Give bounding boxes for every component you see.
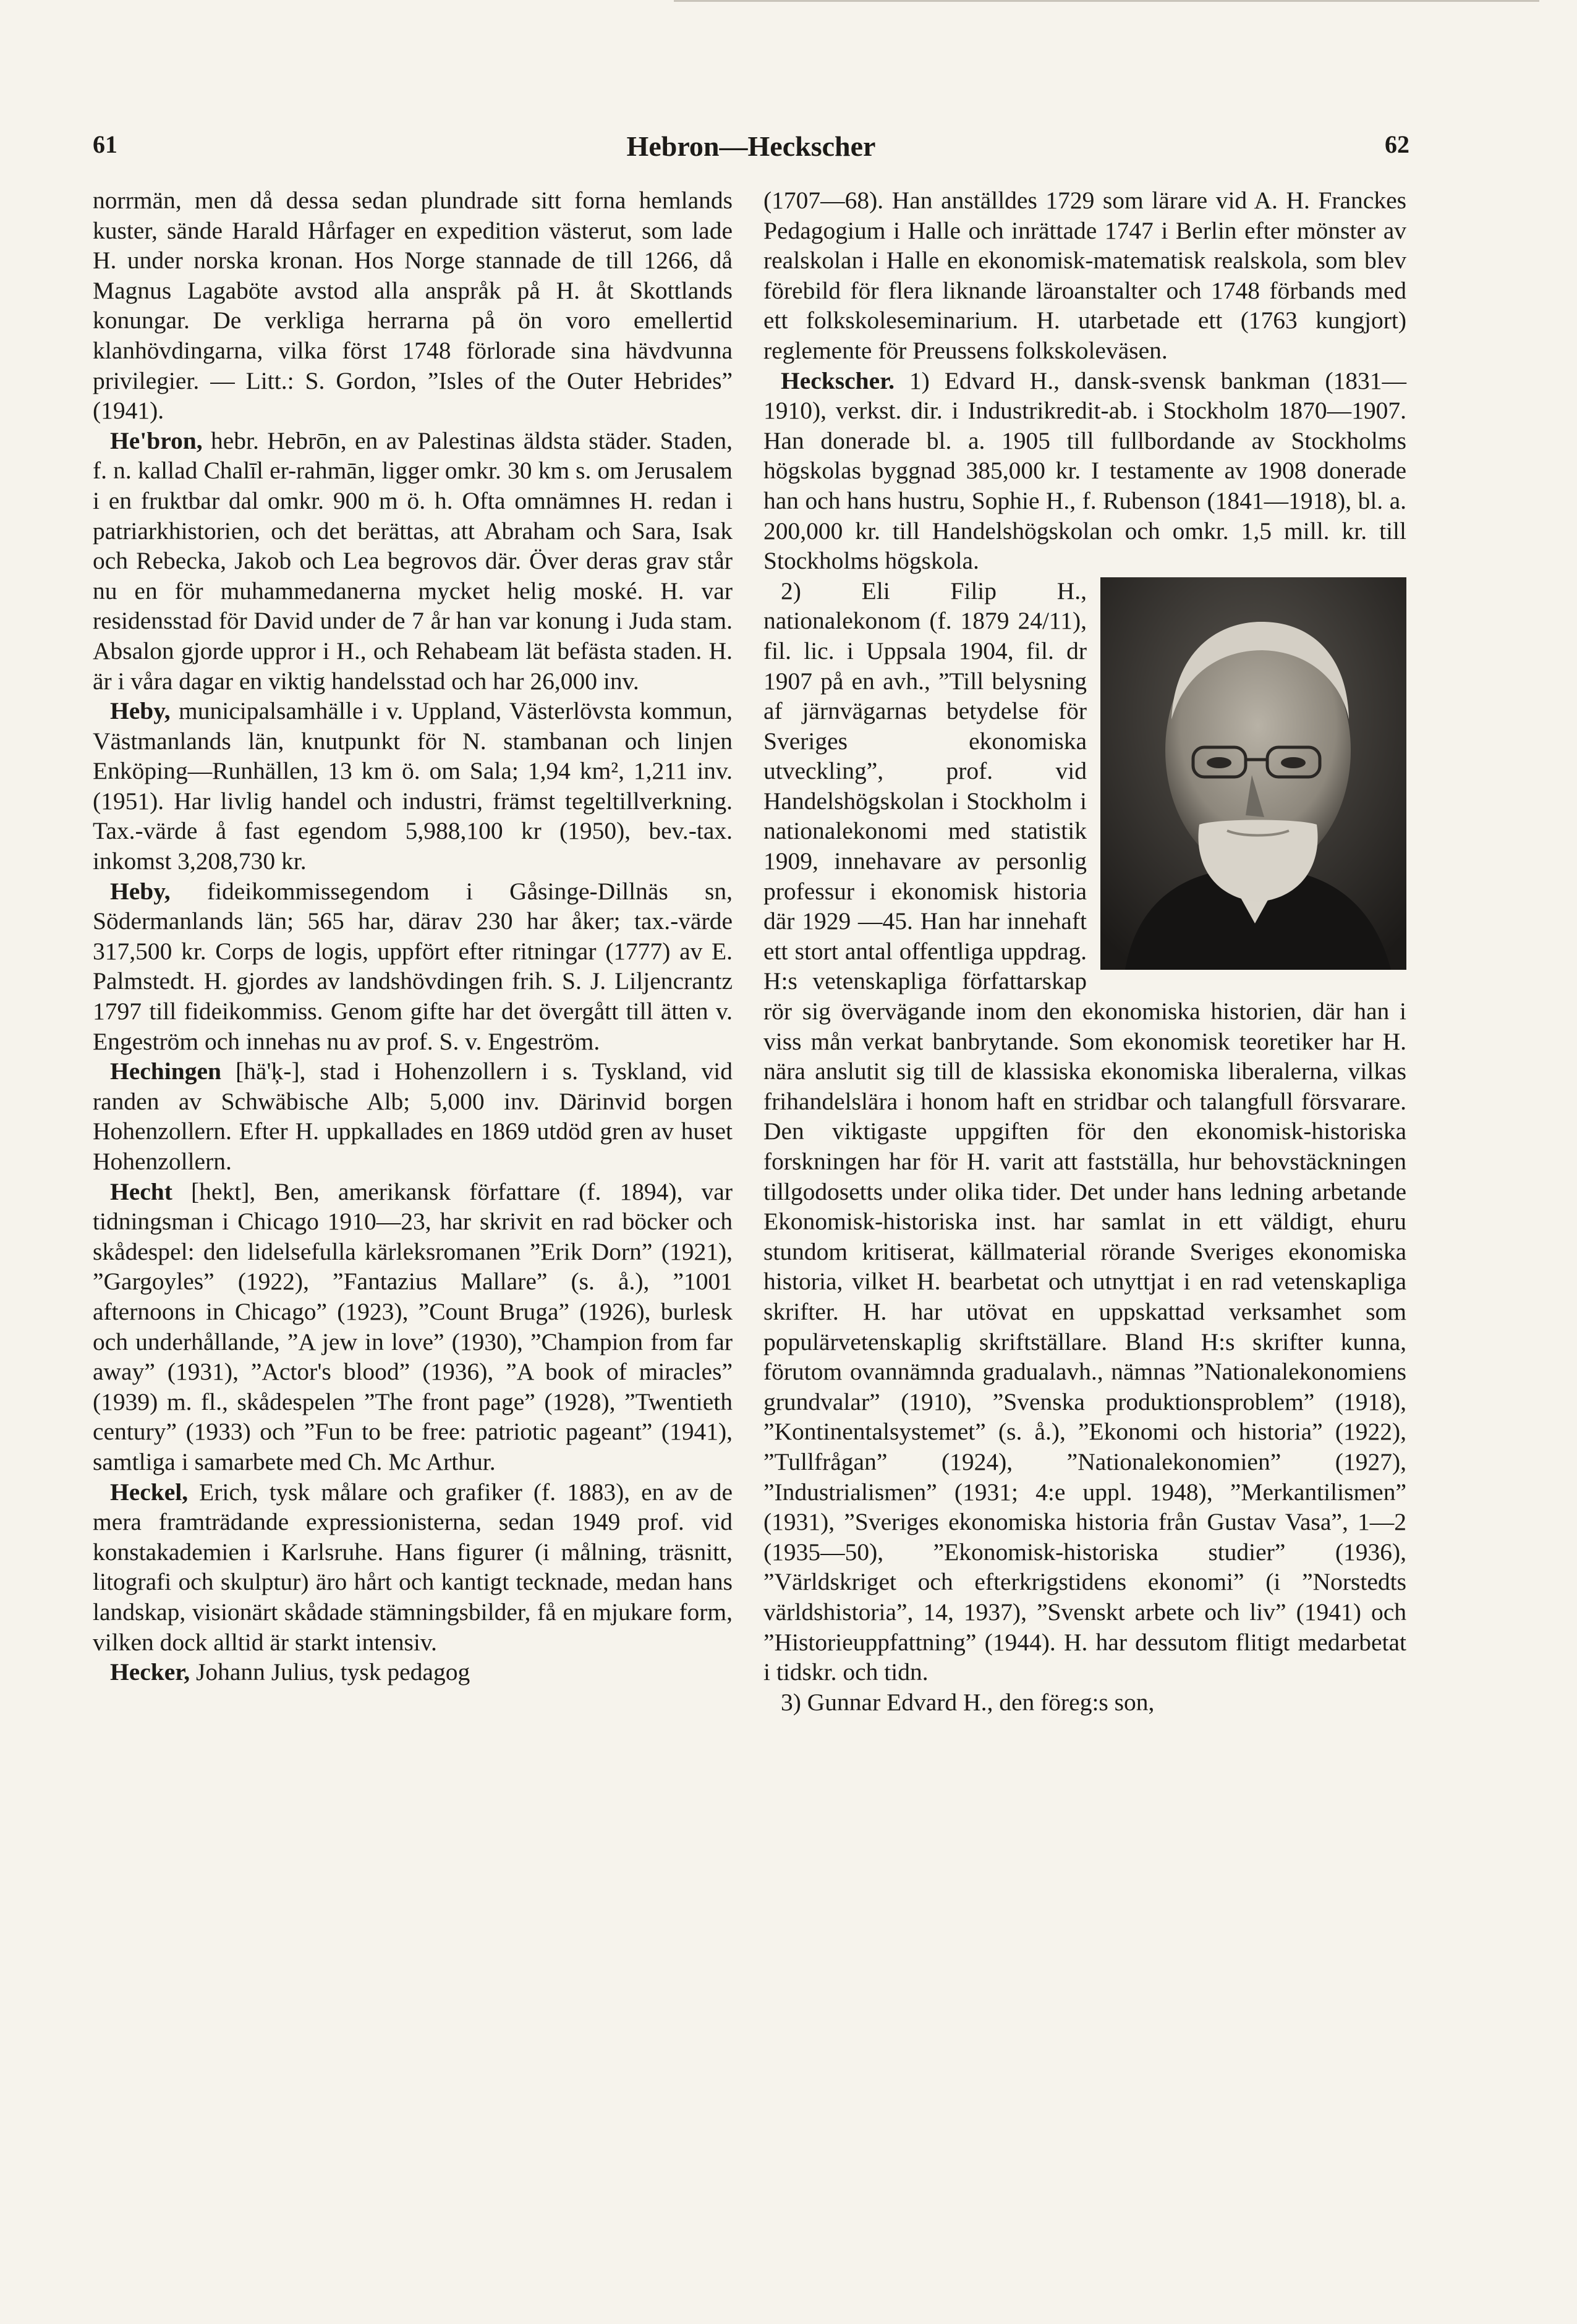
headword: Heckscher. bbox=[781, 367, 895, 394]
headword: He'bron, bbox=[110, 426, 203, 454]
entry-hebron: He'bron, hebr. Hebrōn, en av Palestinas äldsta städer. Staden, f. n. kallad Chalīl er-rahmān, ligger omkr. 30 km s. om Jerusalem i en fruktbar dal omkr. 900 m ö. h. Ofta omnämnes H. redan i patriarkhistorien, och det berättas, att Abraham och Sara, Isak och Rebecka, Jakob och Lea begrovos där. Över deras grav står nu en för muhammedanerna mycket helig moské. H. var residensstad för David under de 7 år han var konung i Juda stam. Absalon gjorde uppror i H., och Rehabeam lät befästa staden. H. är i våra dagar en viktig handelsstad och har 26,000 inv. bbox=[93, 426, 733, 695]
entry-heckscher-gunnar: 3) Gunnar Edvard H., den föreg:s son, bbox=[781, 1688, 1155, 1716]
headword: Heby, bbox=[110, 697, 171, 725]
entry-heby-1: Heby, municipalsamhälle i v. Uppland, Västerlövsta kommun, Västmanlands län, knutpunkt för N. stambanan och linjen Enköping—Runhällen, 13 km ö. om Sala; 1,94 km², 1,211 inv. (1951). Har livlig handel och industri, främst tegeltillverkning. Tax.-värde å fast egendom 5,988,100 kr (1950), bev.-tax. inkomst 3,208,730 kr. bbox=[93, 697, 733, 875]
entry-hecht: Hecht [hekt], Ben, amerikansk författare (f. 1894), var tidningsman i Chicago 1910—23, har skrivit en rad böcker och skådespel: den lidelsefulla kärleksromanen ”Erik Dorn” (1921), ”Gargoyles” (1922), ”Fantazius Mallare” (s. å.), ”1001 afternoons in Chicago” (1923), ”Count Bruga” (1926), burlesk och underhållande, ”A jew in love” (1930), ”Champion from far away” (1931), ”Actor's blood” (1936), ”A book of miracles” (1939) m. fl., skådespelen ”The front page” (1928), ”Twentieth century” (1933) och ”Fun to be free: patriotic pageant” (1941), samtliga i samarbete med Ch. Mc Arthur. bbox=[93, 1177, 733, 1475]
entry-hechingen: Hechingen [hä'ķ-], stad i Hohenzollern i s. Tyskland, vid randen av Schwäbische Alb; 5,000 inv. Därinvid borgen Hohenzollern. Efter H. uppkallades en 1869 utdöd gren av huset Hohenzollern. bbox=[93, 1058, 733, 1175]
headword: Heby, bbox=[110, 877, 171, 905]
entry-hecker: Hecker, Johann Julius, tysk pedagog bbox=[110, 1658, 470, 1686]
entry-heckscher: Heckscher. 1) Edvard H., dansk-svensk bankman (1831—1910), verkst. dir. i Industrikredit-ab. i Stockholm 1870—1907. Han donerade bl. a. 1905 till fullbordande av Stockholms högskolas byggnad 385,000 kr. I testamente av 1908 donerade han och hans hustru, Sophie H., f. Rubenson (1841—1918), bl. a. 200,000 kr. till Handelshögskolan och omkr. 1,5 mill. kr. till Stockholms högskola. bbox=[763, 367, 1406, 575]
entry-continuation: norrmän, men då dessa sedan plundrade sitt forna hemlands kuster, sände Harald Hårfager en expedition västerut, som lade H. under norska kronan. Hos Norge stannade de till 1266, då Magnus Lagaböte avstod alla anspråk på H. åt Skottlands konungar. De verkliga herrarna på ön voro emellertid klanhövdingarna, vilka först 1748 förlorade sina hävdvunna privilegier. — Litt.: S. Gordon, ”Isles of the Outer Hebrides” (1941). bbox=[93, 187, 733, 425]
entry-heckel: Heckel, Erich, tysk målare och grafiker (f. 1883), en av de mera framträdande expressionisterna, sedan 1949 prof. vid konstakademien i Karlsruhe. Hans figurer (i målning, träsnitt, litografi och skulptur) äro hårt och kantigt tecknade, medan hans landskap, visionärt skådade stämningsbilder, få en mjukare form, vilken dock alltid är starkt intensiv. bbox=[93, 1478, 733, 1656]
headword: Hecker, bbox=[110, 1658, 190, 1686]
headword: Heckel, bbox=[110, 1478, 189, 1506]
page-number-left: 61 bbox=[93, 130, 117, 158]
page-fold-line bbox=[674, 0, 1539, 2]
headword: Hechingen bbox=[110, 1058, 221, 1085]
page-header bbox=[93, 130, 1409, 173]
entry-heckscher-eli: 2) Eli Filip H., nationalekonom (f. 1879 24/11), fil. lic. i Uppsala 1904, fil. dr 1907 på en avh., ”Till belysning af järnvägarnas betydelse för Sveriges ekonomiska utveckling”, prof. vid Handelshögskolan i Stockholm i nationalekonomi med statistik 1909, innehavare av personlig professur i ekonomisk historia där 1929 —45. Han har innehaft ett stort antal offentliga uppdrag. H:s vetenskapliga författarskap rör sig övervägande inom den ekonomiska historien, där han i viss mån verkat banbrytande. Som ekonomisk teoretiker har H. nära anslutit sig till de klassiska ekonomiska liberalerna, vilkas frihandelslära i honom haft en stridbar och talangfull försvarare. Den viktigaste uppgiften för den ekonomisk-historiska forskningen har för H. varit att fastställa, hur behovstäckningen tillgodosetts under olika tider. Det under hans ledning arbetande Ekonomisk-historiska inst. har samlat in ett väldigt, ehuru stundom kritiserat, källmaterial rörande Sveriges ekonomiska historia, vilket H. bearbetat och utnyttjat i en rad vetenskapliga skrifter. H. har utövat en uppskattad verksamhet som populärvetenskaplig skriftställare. Bland H:s skrifter kunna, förutom ovannämnda gradualavh., nämnas ”Nationalekonomiens grundvalar” (1910), ”Svenska produktionsproblem” (1918), ”Kontinentalsystemet” (s. å.), ”Ekonomi och historia” (1922), ”Tullfrågan” (1924), ”Nationalekonomien” (1927), ”Industrialismen” (1931; 4:e uppl. 1948), ”Merkantilismen” (1931), ”Sveriges ekonomiska historia från Gustav Vasa”, 1—2 (1935—50), ”Ekonomisk-historiska studier” (1936), ”Världskriget och efterkrigstidens ekonomi” (i ”Norstedts världshistoria”, 14, 1937), ”Svenskt arbete och liv” (1941) och ”Historieuppfattning” (1944). H. har dessutom flitigt medarbetat i tidskr. och tidn. bbox=[763, 577, 1406, 1686]
running-title: Hebron—Heckscher bbox=[626, 130, 876, 162]
entry-heby-2: Heby, fideikommissegendom i Gåsinge-Dillnäs sn, Södermanlands län; 565 har, därav 230 har åker; tax.-värde 317,500 kr. Corps de logis, uppfört efter ritningar (1777) av E. Palmstedt. H. gjordes av landshövdingen frih. S. J. Liljencrantz 1797 till fideikommiss. Genom gifte har det övergått till ätten v. Engeström och innehas nu av prof. S. v. Engeström. bbox=[93, 877, 733, 1055]
right-column bbox=[763, 185, 1406, 1717]
entry-continuation: (1707—68). Han anställdes 1729 som lärare vid A. H. Franckes Pedagogium i Halle och inrättade 1747 i Berlin efter mönster av realskolan i Halle en ekonomisk-matematisk realskola, som blev förebild för flera liknande läroanstalter och 1748 förbands med ett folkskoleseminarium. H. utarbetade ett (1763 kungjort) reglemente för Preussens folkskoleväsen. bbox=[763, 187, 1406, 364]
portrait-image bbox=[1100, 577, 1406, 970]
headword: Hecht bbox=[110, 1177, 172, 1205]
portrait-photo bbox=[1100, 577, 1406, 970]
page-number-right: 62 bbox=[1385, 130, 1409, 158]
left-column bbox=[93, 185, 733, 1687]
